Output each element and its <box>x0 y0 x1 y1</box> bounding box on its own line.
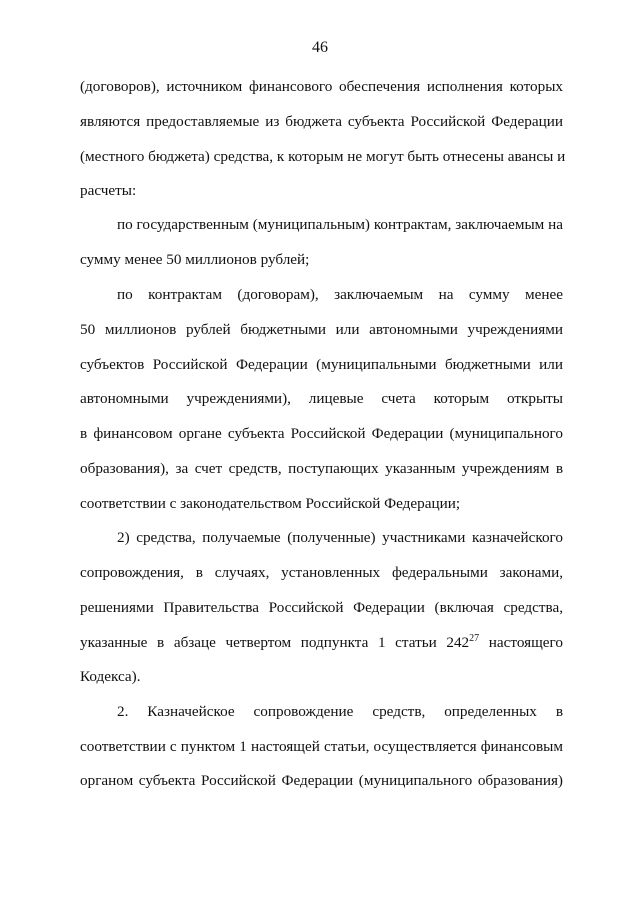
text-line: Кодекса). <box>80 668 141 685</box>
text-line: сопровождения, в случаях, установленных федеральными законами, <box>80 564 563 581</box>
text-line: соответствии с пунктом 1 настоящей статьи, осуществляется финансовым <box>80 738 563 755</box>
text-line: являются предоставляемые из бюджета субъекта Российской Федерации <box>80 113 563 130</box>
text-line: по государственным (муниципальным) контрактам, заключаемым на <box>117 216 563 233</box>
text-line: расчеты: <box>80 182 137 199</box>
text-line: в финансовом органе субъекта Российской Федерации (муниципального <box>80 425 563 442</box>
text-line: 2) средства, получаемые (полученные) участниками казначейского <box>117 529 563 546</box>
text-line: соответствии с законодательством Российской Федерации; <box>80 495 461 512</box>
text-line: образования), за счет средств, поступающих указанным учреждениям в <box>80 460 563 477</box>
superscript-number: 27 <box>469 633 480 644</box>
text-line: 2. Казначейское сопровождение средств, определенных в <box>117 703 563 720</box>
text-line: автономными учреждениями), лицевые счета которым открыты <box>80 390 563 407</box>
page-number: 46 <box>312 39 328 56</box>
text-line: субъектов Российской Федерации (муниципальными бюджетными или <box>80 356 563 373</box>
text-line: (договоров), источником финансового обеспечения исполнения которых <box>80 78 563 95</box>
text-line: сумму менее 50 миллионов рублей; <box>80 251 310 268</box>
text-segment: указанные в абзаце четвертом подпункта 1 статьи 242 <box>80 634 470 651</box>
text-line: органом субъекта Российской Федерации (муниципального образования) <box>80 772 563 789</box>
text-segment: настоящего <box>479 634 563 651</box>
text-line: (местного бюджета) средства, к которым не могут быть отнесены авансы и <box>80 148 566 165</box>
text-line: по контрактам (договорам), заключаемым на сумму менее <box>117 286 563 303</box>
text-line <box>80 633 563 653</box>
text-line: решениями Правительства Российской Федерации (включая средства, <box>80 599 563 616</box>
text-line: 50 миллионов рублей бюджетными или автономными учреждениями <box>80 321 563 338</box>
